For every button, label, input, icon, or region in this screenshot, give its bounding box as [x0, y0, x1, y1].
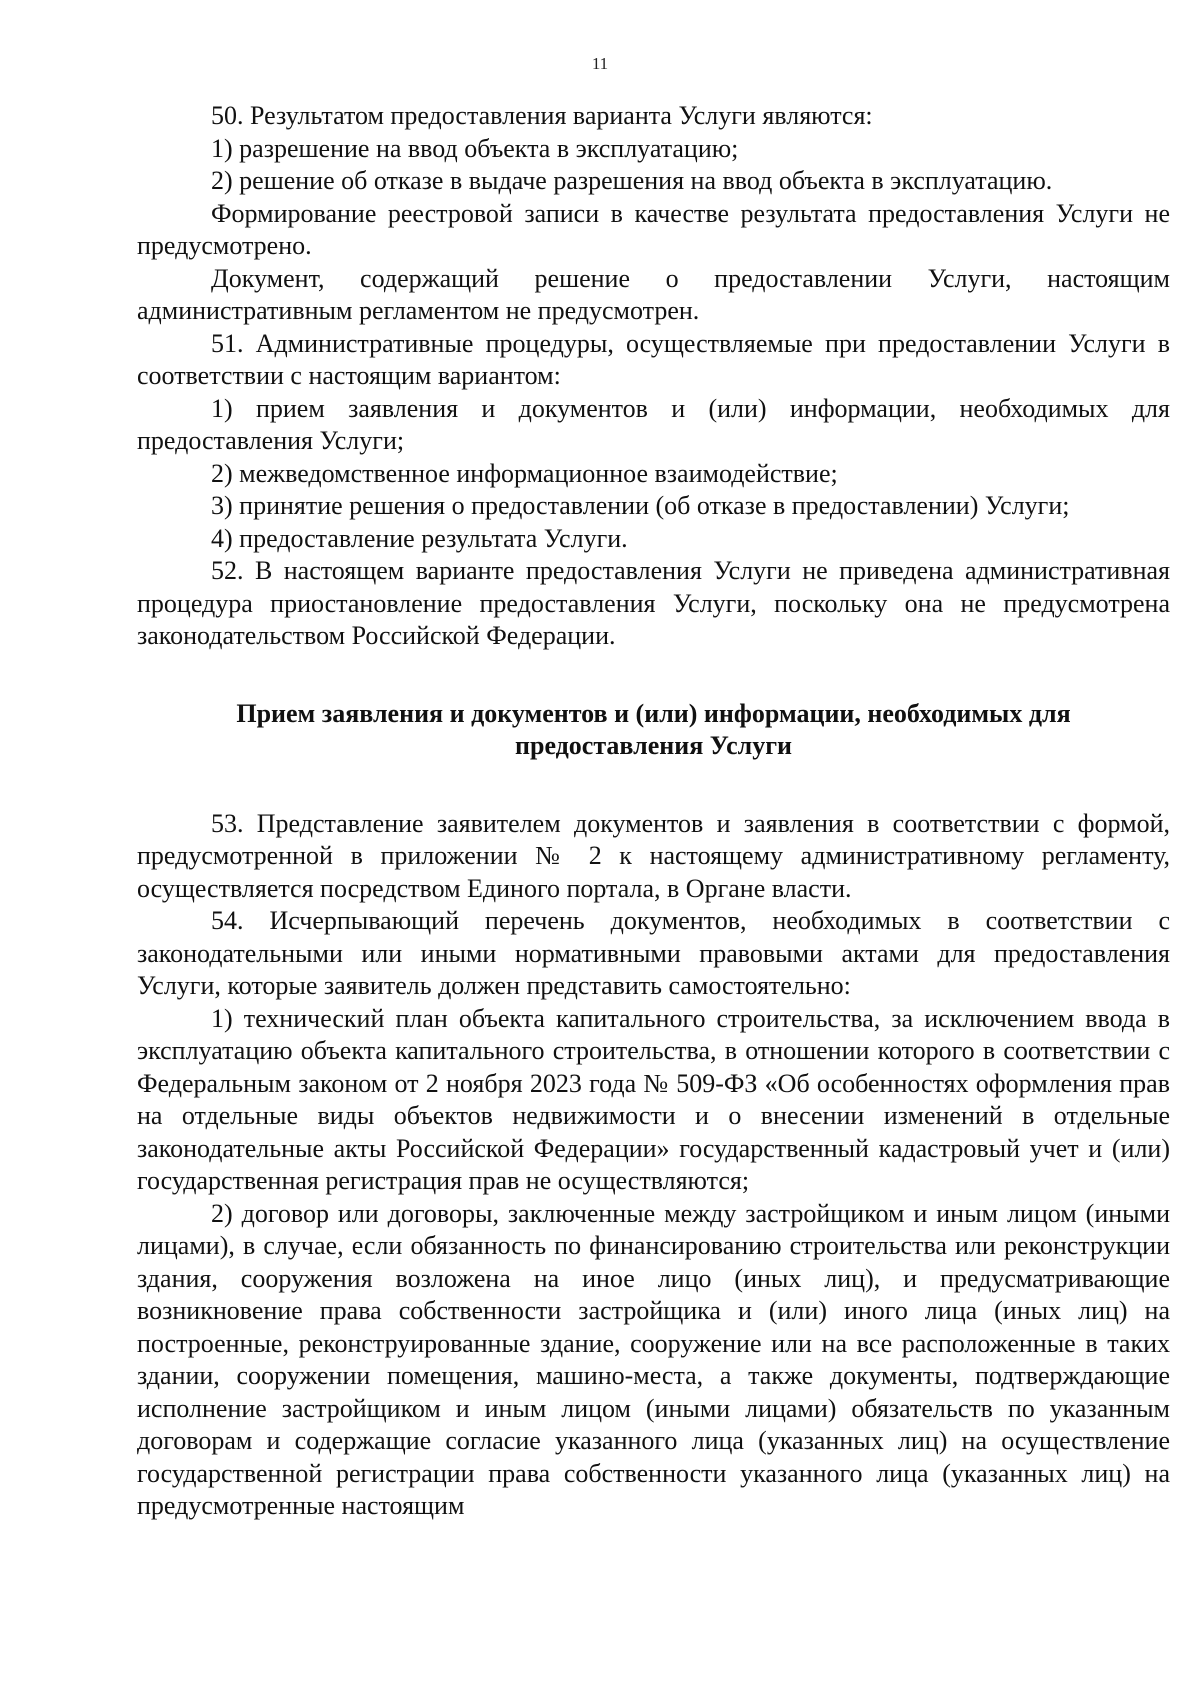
list-item-54-2: 2) договор или договоры, заключенные между застройщиком и иным лицом (иными лицами), в случае, если обязанность по финансированию строительства или реконструкции здания, сооружения возложена на иное лицо (иных лиц), и предусматривающие возникновение права собственности застройщика и (или) иного лица (иных лиц) на построенные, реконструированные здание, сооружение или на все расположенные в таких здании, сооружении помещения, машино-места, а также документы, подтверждающие исполнение застройщиком и иным лицом (иными лицами) обязательств по указанным договорам и содержащие согласие указанного лица (указанных лиц) на осуществление государственной регистрации права собственности указанного лица (указанных лиц) на предусмотренные настоящим — [137, 1198, 1170, 1520]
paragraph-decision-document: Документ, содержащий решение о предоставлении Услуги, настоящим административным регламентом не предусмотрен. — [137, 263, 1170, 325]
list-item-50-2: 2) решение об отказе в выдаче разрешения на ввод объекта в эксплуатацию. — [211, 166, 1053, 195]
list-item-54-1: 1) технический план объекта капитального строительства, за исключением ввода в эксплуатацию объекта капитального строительства, в отношении которого в соответствии с Федеральным законом от 2 ноября 2023 года № 509-ФЗ «Об особенностях оформления прав на отдельные виды объектов недвижимости и о внесении изменений в отдельные законодательные акты Российской Федерации» государственный кадастровый учет и (или) государственная регистрация прав не осуществляются; — [137, 1003, 1170, 1195]
list-item-51-2: 2) межведомственное информационное взаимодействие; — [211, 458, 838, 488]
paragraph-50: 50. Результатом предоставления варианта Услуги являются: — [211, 101, 873, 130]
list-item-51-4: 4) предоставление результата Услуги. — [211, 523, 628, 553]
paragraph-53: 53. Представление заявителем документов и заявления в соответствии с формой, предусмотренной в приложении № 2 к настоящему административному регламенту, осуществляется посредством Единого портала, в Органе власти. — [137, 808, 1170, 903]
section-heading: Прием заявления и документов и (или) информации, необходимых для предоставления Услуги — [236, 698, 1071, 760]
list-item-51-1: 1) прием заявления и документов и (или) информации, необходимых для предоставления Услуги; — [137, 393, 1170, 455]
list-item-50-1: 1) разрешение на ввод объекта в эксплуатацию; — [211, 133, 739, 163]
page-number: 11 — [591, 54, 609, 73]
list-item-51-3: 3) принятие решения о предоставлении (об отказе в предоставлении) Услуги; — [211, 491, 1070, 520]
paragraph-registry-record: Формирование реестровой записи в качестве результата предоставления Услуги не предусмотрено. — [137, 198, 1170, 260]
paragraph-52: 52. В настоящем варианте предоставления Услуги не приведена административная процедура приостановление предоставления Услуги, поскольку она не предусмотрена законодательством Российской Федерации. — [137, 556, 1170, 650]
paragraph-51: 51. Административные процедуры, осуществляемые при предоставлении Услуги в соответствии с настоящим вариантом: — [137, 328, 1170, 390]
document-body — [137, 100, 1170, 1523]
paragraph-54: 54. Исчерпывающий перечень документов, необходимых в соответствии с законодательными или иными нормативными правовыми актами для предоставления Услуги, которые заявитель должен представить самостоятельно: — [137, 906, 1170, 1000]
